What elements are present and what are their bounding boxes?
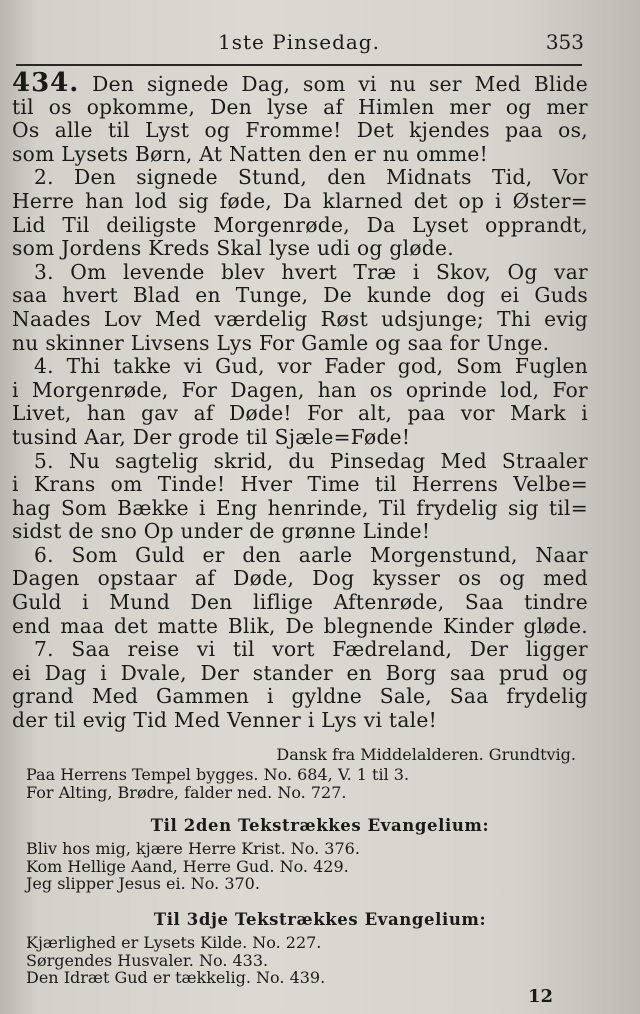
hymn-line: 3. Om levende blev hvert Træ i Skov, Og var xyxy=(34,259,588,284)
hymn-line: i Morgenrøde, For Dagen, han os oprinde lod, For xyxy=(12,377,588,402)
hymn-line: Guld i Mund Den liflige Aftenrøde, Saa tindre xyxy=(12,590,588,615)
hymn-line: 5. Nu sagtelig skrid, du Pinsedag Med Straaler xyxy=(34,448,588,473)
hymn-line: 7. Saa reise vi til vort Fædreland, Der ligger xyxy=(34,637,588,662)
reference-item: Kom Hellige Aand, Herre Gud. No. 429. xyxy=(26,856,349,876)
hymn-line: hag Som Bække i Eng henrinde, Til frydelig sig til= xyxy=(12,495,588,520)
hymn-attribution: Dansk fra Middelalderen. Grundtvig. xyxy=(276,745,576,764)
running-header xyxy=(14,30,584,60)
hymn-line: Os alle til Lyst og Fromme! Det kjendes paa os, xyxy=(12,118,588,143)
hymn-number: 434. xyxy=(12,68,80,98)
hymn-line: tusind Aar, Der grode til Sjæle=Føde! xyxy=(12,424,411,449)
hymn-line: Dagen opstaar af Døde, Dog kysser os og med xyxy=(12,566,588,591)
reference-item: Jeg slipper Jesus ei. No. 370. xyxy=(26,874,260,893)
hymn-line: Herre han lod sig føde, Da klarned det op i Øster= xyxy=(12,188,588,213)
hymn-line: Lid Til deiligste Morgenrøde, Da Lyset opprandt, xyxy=(12,212,588,237)
hymn-line: der til evig Tid Med Venner i Lys vi tale! xyxy=(12,708,438,733)
hymn-line: som Jordens Kreds Skal lyse udi og gløde. xyxy=(12,236,454,261)
section-heading-2nd-reading: Til 2den Tekstrækkes Evangelium: xyxy=(150,816,490,835)
hymn-line: end maa det matte Blik, De blegnende Kinder gløde. xyxy=(12,613,588,638)
reference-item: Bliv hos mig, kjære Herre Krist. No. 376. xyxy=(26,839,360,858)
header-rule xyxy=(16,64,582,66)
hymn-line: 4. Thi takke vi Gud, vor Fader god, Som Fuglen xyxy=(34,354,588,379)
hymn-line: grand Med Gammen i gyldne Sale, Saa frydelig xyxy=(12,684,588,709)
hymn-line: Livet, han gav af Døde! For alt, paa vor Mark i xyxy=(12,401,588,426)
hymn-line: ei Dag i Dvale, Der stander en Borg saa prud og xyxy=(12,660,588,685)
hymn-434 xyxy=(12,68,588,733)
hymn-line: til os opkomme, Den lyse af Himlen mer og mer xyxy=(12,94,588,119)
signature-mark: 12 xyxy=(528,986,554,1007)
hymn-line: Naades Lov Med værdelig Røst udsjunge; Thi evig xyxy=(12,306,588,331)
page-number: 353 xyxy=(545,30,584,54)
header-title: 1ste Pinsedag. xyxy=(218,30,380,54)
hymn-first-line xyxy=(12,68,588,98)
reference-item: Sørgendes Husvaler. No. 433. xyxy=(26,950,269,970)
reference-item: For Alting, Brødre, falder ned. No. 727. xyxy=(26,782,347,802)
hymn-line: 6. Som Guld er den aarle Morgenstund, Naar xyxy=(34,542,588,567)
hymn-line: som Lysets Børn, At Natten den er nu omme! xyxy=(12,141,489,166)
hymn-line: i Krans om Tinde! Hver Time til Herrens Velbe= xyxy=(12,472,588,497)
reference-item: Den Idræt Gud er tækkelig. No. 439. xyxy=(26,968,326,987)
hymn-first-line-text: Den signede Dag, som vi nu ser Med Blide xyxy=(92,72,588,96)
hymn-line: saa hvert Blad en Tunge, De kunde dog ei Guds xyxy=(12,283,588,308)
reference-item: Kjærlighed er Lysets Kilde. No. 227. xyxy=(26,933,322,952)
section-heading-3rd-reading: Til 3dje Tekstrækkes Evangelium: xyxy=(153,910,487,929)
section-3-list xyxy=(26,934,566,987)
hymn-line: sidst de sno Op under de grønne Linde! xyxy=(12,519,431,544)
hymn-line: 2. Den signede Stund, den Midnats Tid, Vor xyxy=(34,165,588,190)
section-2-list xyxy=(26,840,566,893)
hymn-line: nu skinner Livsens Lys For Gamle og saa for Unge. xyxy=(12,330,550,355)
reference-list xyxy=(26,766,566,801)
reference-item: Paa Herrens Tempel bygges. No. 684, V. 1 til 3. xyxy=(26,765,410,784)
